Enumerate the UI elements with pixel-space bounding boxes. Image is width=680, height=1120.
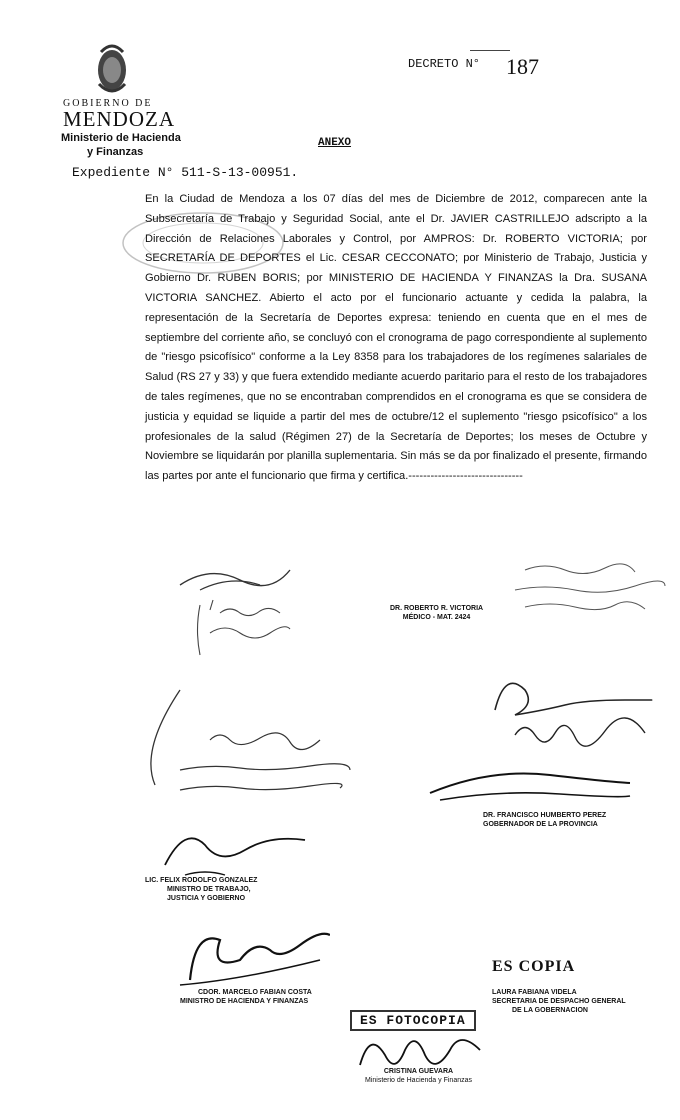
- decree-label: DECRETO N°: [408, 57, 481, 71]
- es-fotocopia-stamp: ES FOTOCOPIA: [350, 1010, 476, 1031]
- decree-underline: [470, 50, 510, 51]
- gonzalez-signature-block: [145, 876, 257, 903]
- guevara-signature-block: [365, 1067, 472, 1085]
- gonzalez-title-2: JUSTICIA Y GOBIERNO: [167, 895, 246, 902]
- costa-title: MINISTRO DE HACIENDA Y FINANZAS: [180, 998, 309, 1005]
- boris-signature-icon: [485, 670, 665, 750]
- perez-signature-block: [483, 811, 606, 829]
- es-copia-stamp: ES COPIA: [492, 958, 576, 975]
- decree-number: 187: [506, 54, 539, 79]
- videla-name: LAURA FABIANA VIDELA: [492, 989, 577, 996]
- victoria-stamp: [390, 604, 483, 622]
- ministry-line-2: y Finanzas: [87, 146, 144, 158]
- victoria-stamp-name: DR. ROBERTO R. VICTORIA: [390, 605, 484, 612]
- videla-title-2: DE LA GOBERNACION: [512, 1007, 588, 1014]
- perez-signature-icon: [425, 768, 635, 813]
- perez-name: DR. FRANCISCO HUMBERTO PEREZ: [483, 812, 607, 819]
- victoria-stamp-license: MÉDICO - MAT. 2424: [402, 614, 471, 621]
- annex-body-paragraph: En la Ciudad de Mendoza a los 07 días del mes de Diciembre de 2012, comparecen ante la Subsecretaría de Trabajo y Seguridad Social, ante el Dr. JAVIER CASTRILLEJO adscripto a la Dirección de Relaciones Laborales y Control, por AMPROS: Dr. ROBERTO VICTORIA; por SECRETARÍA DE DEPORTES el Lic. CESAR CECCONATO; por Ministerio de Trabajo, Justicia y Gobierno Dr. RUBEN BORIS; por MINISTERIO DE HACIENDA Y FINANZAS la Dra. SUSANA VICTORIA SANCHEZ. Abierto el acto por el funcionario actuante y cedida la palabra, la representación de la Secretaría de Deportes expresa: teniendo en cuenta que en el mes de septiembre del corriente año, se concluyó con el cronograma de pago correspondiente al suplemento de "riesgo psicofísico" conforme a la Ley 8358 para los trabajadores de los regímenes salariales de Salud (RS 27 y 33) y que fuera extendido mediante acuerdo paritario para el resto de los trabajadores de tales regímenes, que no se encontraban comprendidos en el cronograma es que se considera de justicia y equidad se liquide a partir del mes de octubre/12 el suplemento "riesgo psicofísico" a los profesionales de la salud (Régimen 27) de la Secretaría de Deportes; los meses de Octubre y Noviembre se liquidarán por planilla suplementaria. Sin más se da por finalizado el presente, firmando las partes por ante el funcionario que firma y certifica.-------------------------------: [145, 193, 647, 483]
- ministry-line-1: Ministerio de Hacienda: [61, 132, 181, 144]
- guevara-name: CRISTINA GUEVARA: [383, 1068, 454, 1075]
- costa-signature-block: [180, 988, 312, 1006]
- gonzalez-name: LIC. FELIX RODOLFO GONZALEZ: [145, 877, 258, 884]
- gonzalez-title-1: MINISTRO DE TRABAJO,: [167, 886, 251, 893]
- videla-signature-block: [492, 988, 626, 1015]
- file-number: Expediente N° 511-S-13-00951.: [72, 165, 299, 180]
- cecconato-signature-icon: [140, 670, 380, 800]
- castrillejo-signature-icon: [170, 555, 300, 665]
- sanchez-signature-icon: [505, 555, 675, 625]
- coat-of-arms-icon: [95, 40, 129, 98]
- videla-title-1: SECRETARIA DE DESPACHO GENERAL: [492, 998, 626, 1005]
- government-label: GOBIERNO DE: [63, 98, 153, 109]
- costa-signature-icon: [170, 910, 330, 990]
- province-name: MENDOZA: [63, 107, 175, 131]
- guevara-title: Ministerio de Hacienda y Finanzas: [365, 1077, 472, 1084]
- annex-title: ANEXO: [318, 137, 352, 149]
- costa-name: CDOR. MARCELO FABIAN COSTA: [198, 989, 312, 996]
- perez-title: GOBERNADOR DE LA PROVINCIA: [483, 821, 598, 828]
